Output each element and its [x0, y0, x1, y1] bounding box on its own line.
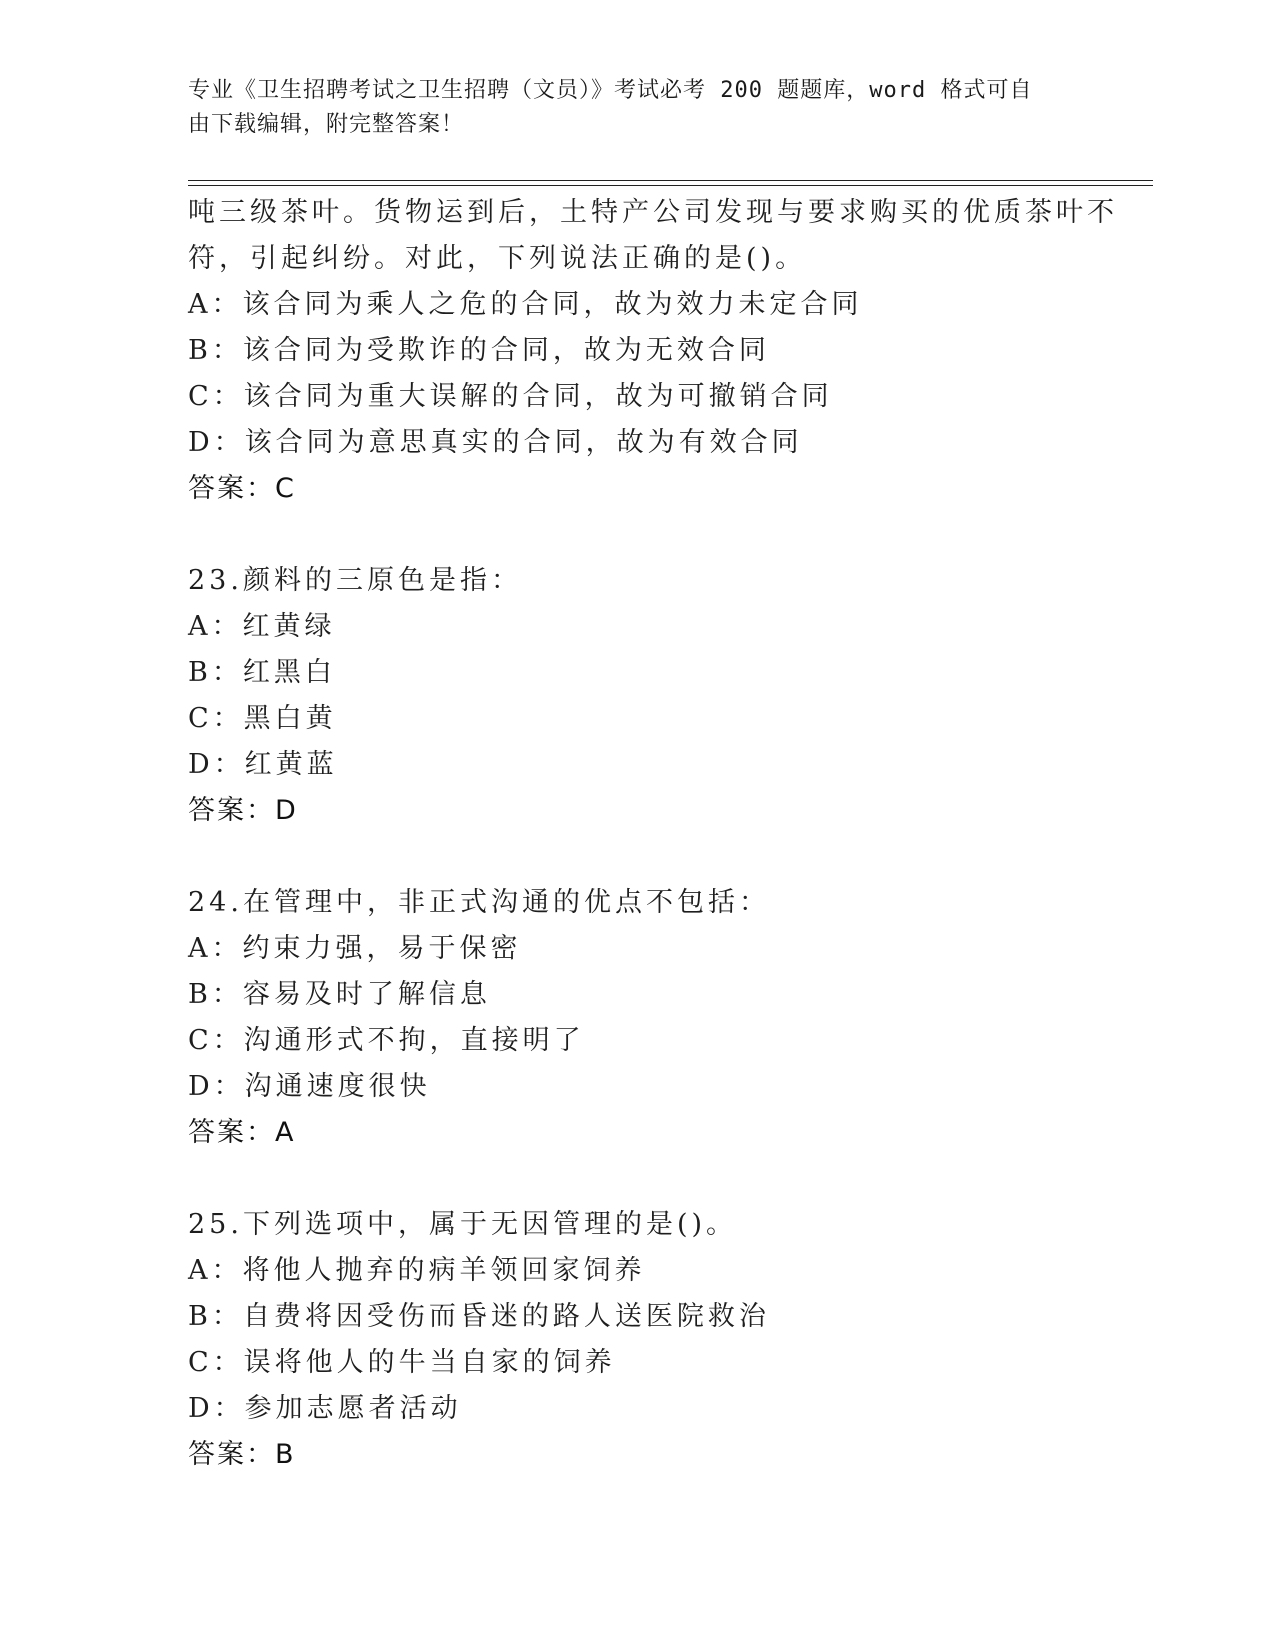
option-c: C：误将他人的牛当自家的饲养 [188, 1347, 616, 1378]
question-stem-continued-line-1: 吨三级茶叶。货物运到后，土特产公司发现与要求购买的优质茶叶不 [188, 197, 1118, 228]
question-block-continued [188, 190, 1118, 512]
question-block-24 [188, 880, 1088, 1156]
question-stem-continued-line-2: 符，引起纠纷。对此，下列说法正确的是()。 [188, 243, 807, 274]
option-b: B：自费将因受伤而昏迷的路人送医院救治 [188, 1301, 770, 1332]
option-d: D：该合同为意思真实的合同，故为有效合同 [188, 427, 803, 458]
spacer [188, 512, 1088, 558]
option-c: C：沟通形式不拘，直接明了 [188, 1025, 585, 1056]
header-line-2: 由下载编辑，附完整答案！ [188, 112, 465, 137]
question-stem: 25.下列选项中，属于无因管理的是()。 [188, 1209, 738, 1240]
option-a: A：红黄绿 [188, 611, 336, 642]
option-d: D：参加志愿者活动 [188, 1393, 462, 1424]
option-d: D：沟通速度很快 [188, 1071, 431, 1102]
answer-line: 答案：D [188, 795, 298, 826]
answer-line: 答案：B [188, 1439, 296, 1470]
header-rule-bottom [188, 185, 1153, 186]
question-content [188, 190, 1118, 1478]
question-block-23 [188, 558, 1088, 834]
option-a: A：该合同为乘人之危的合同，故为效力未定合同 [188, 289, 863, 320]
question-stem: 23.颜料的三原色是指： [188, 565, 522, 596]
answer-line: 答案：A [188, 1117, 296, 1148]
option-b: B：红黑白 [188, 657, 336, 688]
option-b: B：该合同为受欺诈的合同，故为无效合同 [188, 335, 770, 366]
header-rule-top [188, 180, 1153, 181]
option-a: A：约束力强，易于保密 [188, 933, 522, 964]
option-c: C：该合同为重大误解的合同，故为可撤销合同 [188, 381, 833, 412]
document-header [188, 74, 1068, 142]
spacer [188, 1156, 1088, 1202]
question-block-25 [188, 1202, 1088, 1478]
option-c: C：黑白黄 [188, 703, 337, 734]
question-stem: 24.在管理中，非正式沟通的优点不包括： [188, 887, 770, 918]
header-line-1: 专业《卫生招聘考试之卫生招聘（文员）》考试必考 200 题题库，word 格式可自 [188, 78, 1033, 103]
answer-line: 答案：C [188, 473, 296, 504]
option-b: B：容易及时了解信息 [188, 979, 491, 1010]
option-d: D：红黄蓝 [188, 749, 338, 780]
spacer [188, 834, 1088, 880]
option-a: A：将他人抛弃的病羊领回家饲养 [188, 1255, 646, 1286]
